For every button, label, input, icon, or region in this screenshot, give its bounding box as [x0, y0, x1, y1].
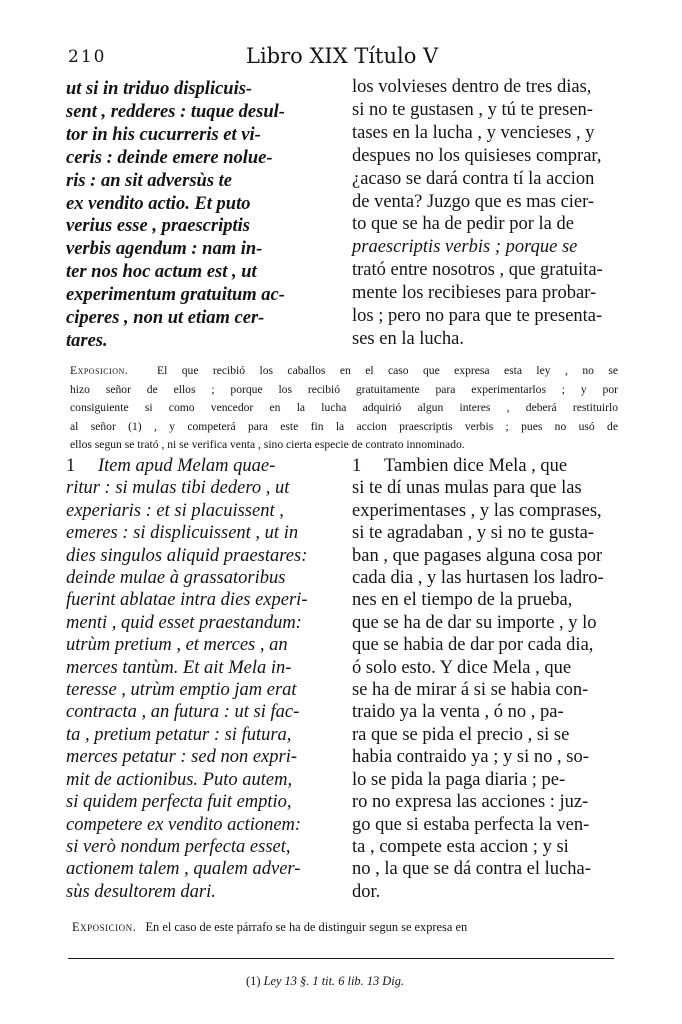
exposicion-note-2	[72, 919, 612, 935]
spanish-line: tases en la lucha , y vencieses , y	[352, 122, 595, 143]
spanish-line: traido ya la venta , ó no , pa-	[352, 702, 564, 723]
latin-line: ceris : deinde emere nolue-	[66, 147, 273, 168]
latin-line: tares.	[66, 330, 108, 351]
latin-line: sùs desultorem dari.	[66, 881, 216, 902]
spanish-line: ses en la lucha.	[352, 328, 464, 349]
exposicion-text: En el caso de este párrafo se ha de distinguir segun se expresa en	[145, 920, 468, 934]
latin-line: experiaris : et si placuissent ,	[66, 500, 284, 521]
latin-line: verbis agendum : nam in-	[66, 239, 263, 260]
spanish-line: ta , compete esta accion ; y si	[352, 836, 569, 857]
spanish-line	[352, 455, 622, 477]
paragraph-number: 1	[352, 456, 362, 476]
latin-line: fuerint ablatae intra dies experi-	[66, 590, 308, 611]
latin-line: menti , quid esset praestandum:	[66, 612, 302, 633]
latin-line: teresse , utrùm emptio jam erat	[66, 680, 297, 701]
latin-line: utrùm pretium , et merces , an	[66, 635, 288, 656]
latin-line: sent , redderes : tuque desul-	[66, 101, 285, 122]
latin-line	[66, 455, 348, 477]
running-title: Libro XIX Título V	[246, 44, 439, 68]
spanish-column-section-1	[352, 76, 618, 351]
spanish-line: to que se ha de pedir por la de	[352, 214, 574, 235]
latin-line: actionem talem , qualem adver-	[66, 859, 301, 880]
latin-line: ex vendito actio. Et puto	[66, 193, 251, 214]
spanish-line: lo se pida la paga diaria ; pe-	[352, 769, 566, 790]
spanish-line: dor.	[352, 881, 381, 902]
latin-line: emeres : si displicuissent , ut in	[66, 523, 299, 544]
spanish-line: cada dia , y las hurtasen los ladro-	[352, 568, 604, 589]
spanish-line-text: Tambien dice Mela , que	[384, 456, 568, 476]
exposicion-line: hizo señor de ellos ; porque los recibió gratuitamente para experimentarlos ; y por	[70, 382, 618, 396]
spanish-line: go que si estaba perfecta la ven-	[352, 814, 590, 835]
spanish-line: si te dí unas mulas para que las	[352, 478, 582, 499]
spanish-line: no , la que se dá contra el lucha-	[352, 859, 591, 880]
spanish-line: ban , que pagases alguna cosa por	[352, 545, 603, 566]
spanish-line: experimentases , y las comprases,	[352, 500, 602, 521]
spanish-line: habia contraido ya ; y si no , so-	[352, 747, 589, 768]
exposicion-label: Exposicion.	[70, 364, 129, 377]
spanish-line: ó solo esto. Y dice Mela , que	[352, 657, 572, 678]
spanish-line: los ; pero no para que te presenta-	[352, 306, 603, 327]
latin-line: deinde mulae à grassatoribus	[66, 568, 286, 589]
footnote-rule	[68, 958, 614, 959]
latin-column-section-1	[66, 78, 344, 353]
exposicion-line	[70, 362, 618, 381]
exposicion-note-1	[70, 362, 618, 455]
spanish-line: nes en el tiempo de la prueba,	[352, 590, 573, 611]
exposicion-line: ellos segun se trató , ni se verifica venta , sino cierta especie de contrato innominado.	[70, 438, 465, 451]
latin-line: merces petatur : sed non expri-	[66, 747, 298, 768]
footnote-marker: (1)	[246, 974, 261, 988]
spanish-line: si te agradaban , y si no te gusta-	[352, 523, 594, 544]
exposicion-text: El que recibió los caballos en el caso que expresa esta ley , no se	[157, 364, 619, 377]
page-number: 210	[68, 47, 107, 67]
latin-line: verius esse , praescriptis	[66, 216, 250, 237]
spanish-line: praescriptis verbis ; porque se	[352, 237, 578, 258]
latin-line: si quidem perfecta fuit emptio,	[66, 792, 292, 813]
latin-line: mit de actionibus. Puto autem,	[66, 769, 293, 790]
exposicion-line: consiguiente si como vencedor en la lucha adquirió algun interes , deberá restituirlo	[70, 401, 618, 414]
spanish-line: de venta? Juzgo que es mas cier-	[352, 191, 595, 212]
spanish-line: si no te gustasen , y tú te presen-	[352, 99, 593, 120]
spanish-column-section-2	[352, 455, 622, 903]
spanish-line: ¿acaso se dará contra tí la accion	[352, 168, 595, 189]
latin-line: ut si in triduo displicuis-	[66, 79, 253, 99]
paragraph-number: 1	[66, 456, 76, 476]
spanish-line: que se habia de dar por cada dia,	[352, 635, 594, 656]
latin-column-section-2	[66, 455, 348, 903]
latin-line: ta , pretium petatur : si futura,	[66, 724, 292, 745]
exposicion-line: al señor (1) , y competerá para este fin la accion praescriptis verbis ; pues no usó de	[70, 419, 618, 433]
latin-line: ris : an sit adversùs te	[66, 170, 233, 191]
spanish-line: ro no expresa las acciones : juz-	[352, 792, 589, 813]
footnote	[246, 974, 404, 989]
latin-line: ciperes , non ut etiam cer-	[66, 308, 265, 329]
latin-line: ritur : si mulas tibi dedero , ut	[66, 478, 290, 499]
latin-line: si verò nondum perfecta esset,	[66, 836, 291, 857]
spanish-line: los volvieses dentro de tres dias,	[352, 77, 592, 97]
spanish-line: que se ha de dar su importe , y lo	[352, 612, 597, 633]
spanish-line: se ha de mirar á si se habia con-	[352, 680, 589, 701]
exposicion-label: Exposicion.	[72, 920, 137, 934]
spanish-line: despues no los quisieses comprar,	[352, 145, 602, 166]
spanish-line: ra que se pida el precio , si se	[352, 724, 570, 745]
spanish-line: mente los recibieses para probar-	[352, 283, 597, 304]
latin-line: competere ex vendito actionem:	[66, 814, 302, 835]
latin-line: ter nos hoc actum est , ut	[66, 262, 257, 283]
latin-line-text: Item apud Melam quae-	[98, 456, 276, 476]
latin-line: dies singulos aliquid praestares:	[66, 545, 308, 566]
latin-line: experimentum gratuitum ac-	[66, 285, 285, 306]
latin-line: contracta , an futura : ut si fac-	[66, 702, 300, 723]
latin-line: tor in his cucurreris et vi-	[66, 124, 261, 145]
latin-line: merces tantùm. Et ait Mela in-	[66, 657, 292, 678]
spanish-line: trató entre nosotros , que gratuita-	[352, 260, 603, 281]
footnote-reference: Ley 13 §. 1 tit. 6 lib. 13 Dig.	[263, 974, 404, 988]
